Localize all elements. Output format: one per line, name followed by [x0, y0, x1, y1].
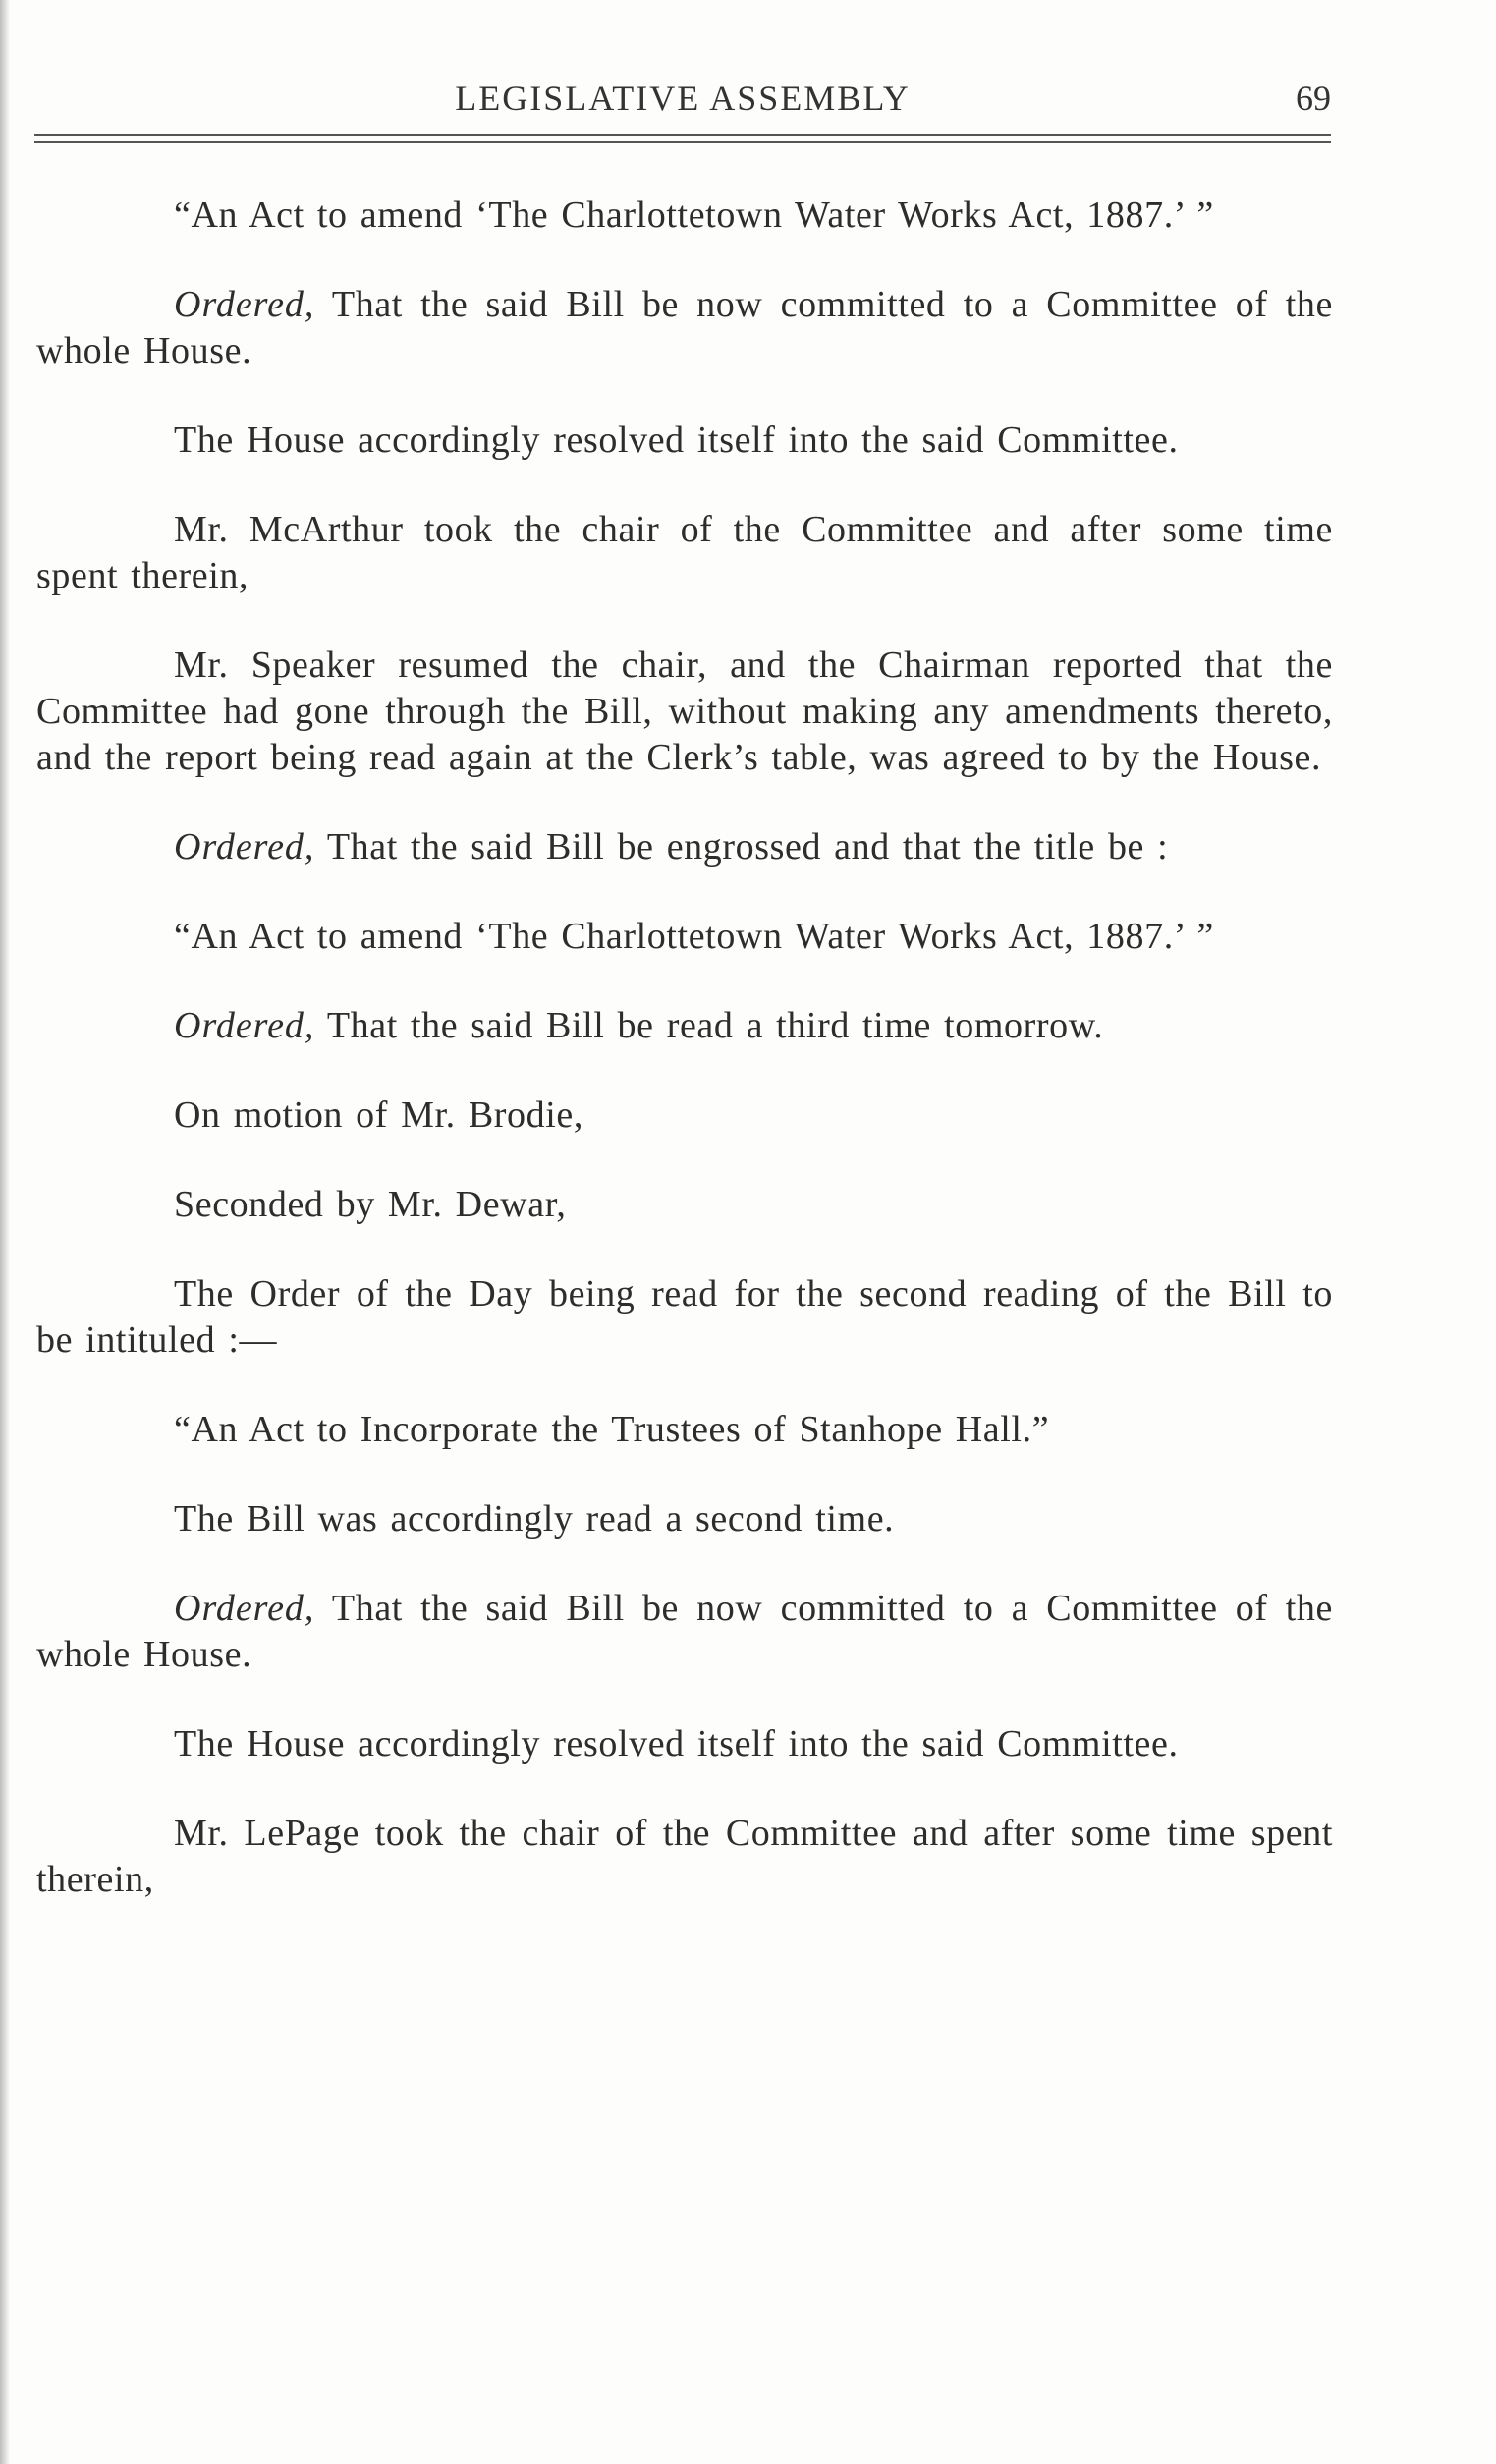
paragraph-prefix: Ordered,	[174, 1005, 315, 1046]
paragraph	[36, 418, 1333, 464]
paragraph	[36, 1811, 1333, 1903]
paragraph-text: “An Act to amend ‘The Charlottetown Water Works Act, 1887.’ ”	[174, 916, 1214, 957]
paragraph-text: The Order of the Day being read for the second reading of the Bill to be intituled :—	[36, 1273, 1333, 1361]
paragraph	[36, 824, 1333, 870]
running-header	[34, 69, 1331, 128]
paragraph	[36, 1271, 1333, 1364]
paragraph	[36, 1496, 1333, 1542]
paragraph	[36, 643, 1333, 781]
paragraph-text: The House accordingly resolved itself into the said Committee.	[174, 420, 1179, 461]
page-body	[36, 193, 1333, 1946]
paragraph	[36, 193, 1333, 239]
header-rule-bottom	[34, 141, 1331, 143]
paragraph-text: That the said Bill be now committed to a Committee of the whole House.	[36, 1588, 1333, 1675]
paragraph	[36, 914, 1333, 960]
paragraph-text: The House accordingly resolved itself into the said Committee.	[174, 1723, 1179, 1764]
paragraph-text: The Bill was accordingly read a second time.	[174, 1498, 895, 1540]
paragraph-prefix: Ordered,	[174, 1588, 315, 1629]
paragraph-text: Mr. McArthur took the chair of the Committee and after some time spent therein,	[36, 509, 1333, 596]
paragraph	[36, 507, 1333, 599]
paragraph	[36, 1407, 1333, 1453]
paragraph-text: On motion of Mr. Brodie,	[174, 1094, 583, 1136]
page-edge-shadow	[0, 0, 10, 2464]
paragraph	[36, 1586, 1333, 1678]
paragraph-text: Mr. LePage took the chair of the Committee and after some time spent therein,	[36, 1813, 1333, 1900]
paragraph-text: “An Act to Incorporate the Trustees of Stanhope Hall.”	[174, 1409, 1050, 1450]
paragraph	[36, 282, 1333, 374]
paragraph	[36, 1721, 1333, 1767]
paragraph-text: Mr. Speaker resumed the chair, and the Chairman reported that the Committee had gone through the Bill, without making any amendments thereto, and the report being read again at the Clerk’s table, was agreed to by the House.	[36, 644, 1333, 778]
header-rule-top	[34, 134, 1331, 136]
paragraph-prefix: Ordered,	[174, 826, 315, 868]
paragraph-text: That the said Bill be now committed to a Committee of the whole House.	[36, 284, 1333, 371]
header-title: LEGISLATIVE ASSEMBLY	[455, 79, 911, 118]
paragraph	[36, 1092, 1333, 1139]
page-number: 69	[1296, 79, 1331, 118]
paragraph-text: That the said Bill be read a third time tomorrow.	[314, 1005, 1104, 1046]
paragraph	[36, 1003, 1333, 1049]
paragraph-prefix: Ordered,	[174, 284, 315, 325]
paragraph-text: “An Act to amend ‘The Charlottetown Water Works Act, 1887.’ ”	[174, 195, 1214, 236]
paragraph-text: That the said Bill be engrossed and that the title be :	[314, 826, 1169, 868]
paragraph-text: Seconded by Mr. Dewar,	[174, 1184, 567, 1225]
paragraph	[36, 1182, 1333, 1228]
